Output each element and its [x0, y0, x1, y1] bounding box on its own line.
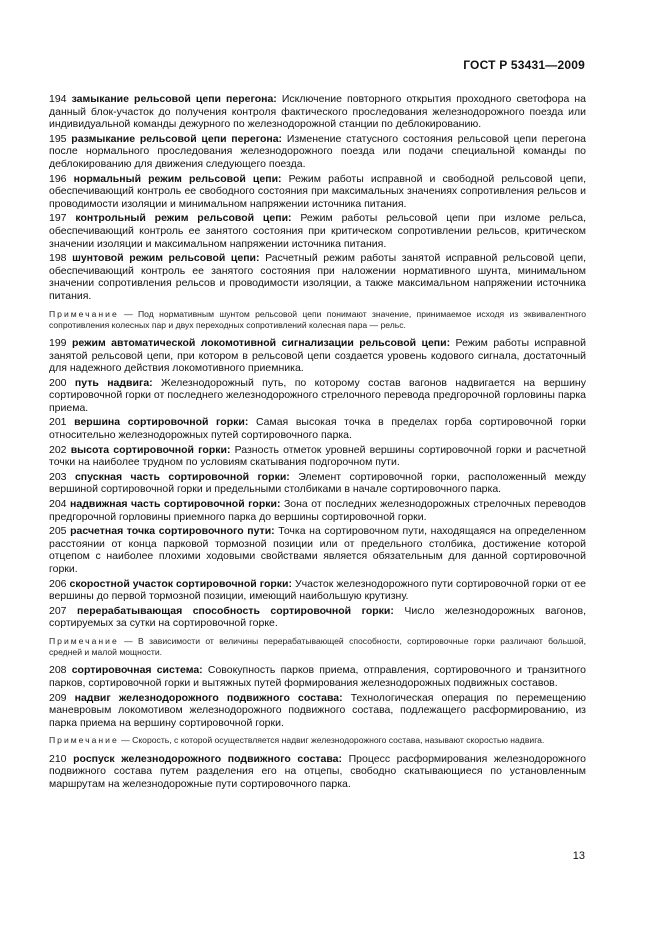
- term-entry-201: [49, 416, 586, 441]
- entry-number: 199: [49, 336, 67, 349]
- term-entry-208: [49, 664, 586, 689]
- entry-term: расчетная точка сортировочного пути:: [70, 525, 275, 538]
- note-label: Примечание: [49, 308, 119, 319]
- entry-definition: Изменение статусного состояния рельсовой цепи перегона после нормального проследования железнодорожного поезда или подачи специальной команды по деблокированию для движения следующего поезда.: [49, 132, 586, 170]
- entry-definition: Зона от последних железнодорожных стрелочных переводов предгорочной горловины приемного парка до вершины сортировочной горки.: [49, 498, 587, 523]
- entry-number: 198: [49, 252, 67, 265]
- entry-definition: Расчетный режим работы занятой исправной рельсовой цепи, обеспечивающий контроль ее занятого состояния при наложении нормативного шунта, минимальном значении сопротивления рельсов и проводимости изоляции, а также максимальном напряжении источника питания.: [49, 252, 586, 302]
- page-number: 13: [572, 850, 585, 862]
- note-text: — В зависимости от величины перерабатывающей способности, сортировочные горки различают большой, средней и малой мощности.: [49, 635, 586, 658]
- entry-term: надвижная часть сортировочной горки:: [70, 498, 281, 511]
- entry-term: спускная часть сортировочной горки:: [74, 470, 290, 483]
- entry-definition: Разность отметок уровней вершины сортировочной горки и расчетной точки на наиболее трудном по условиям скатывания подгорочном пути.: [49, 443, 586, 469]
- entry-number: 207: [49, 604, 67, 617]
- entry-definition: Процесс расформирования железнодорожного подвижного состава путем разделения его на отцепы, свободно скатывающиеся по установленным маршрутам на железнодорожные пути сортировочного парка.: [49, 752, 587, 790]
- entry-number: 194: [49, 93, 67, 105]
- document-header: ГОСТ Р 53431—2009: [463, 58, 585, 72]
- entry-definition: Совокупность парков приема, отправления, сортировочного и транзитного парков, сортировочной горки и вытяжных путей формирования железнодорожных подвижных составов.: [49, 664, 587, 689]
- entry-number: 204: [49, 498, 67, 511]
- entry-term: нормальный режим рельсовой цепи:: [73, 172, 282, 185]
- entry-definition: Режим работы исправной и свободной рельсовой цепи, обеспечивающий контроль ее свободного состояния при максимальных значениях сопротивления рельсов и проводимости изоляции и минимальном напряжении источника питания.: [49, 172, 587, 210]
- entry-term: режим автоматической локомотивной сигнализации рельсовой цепи:: [71, 336, 451, 349]
- entry-term: надвиг железнодорожного подвижного состава:: [74, 691, 343, 704]
- entry-term: шунтовой режим рельсовой цепи:: [72, 252, 260, 265]
- entry-number: 201: [49, 416, 67, 429]
- entry-term: вершина сортировочной горки:: [74, 416, 249, 429]
- entry-number: 202: [49, 443, 67, 456]
- term-entry-197: [49, 212, 586, 250]
- note-text: — Скорость, с которой осуществляется надвиг железнодорожного состава, называют скоростью надвига.: [118, 735, 545, 746]
- entry-number: 206: [49, 577, 67, 590]
- entry-number: 196: [49, 172, 67, 185]
- note-text: — Под нормативным шунтом рельсовой цепи понимают значение, принимаемое исходя из эквивалентного сопротивления колесных пар и двух переходных сопротивлений колесная пара — рельс.: [49, 308, 586, 330]
- entry-term: скоростной участок сортировочной горки:: [69, 577, 292, 590]
- term-entry-206: [49, 578, 586, 603]
- entry-definition: Самая высокая точка в пределах горба сортировочной горки относительно железнодорожных путей сортировочного парка.: [49, 416, 586, 442]
- term-entry-202: [49, 444, 586, 469]
- entry-number: 210: [49, 752, 67, 765]
- entry-definition: Число железнодорожных вагонов, сортируемых за сутки на сортировочной горке.: [49, 604, 587, 630]
- term-entry-205: [49, 525, 586, 575]
- note-capacity: [49, 636, 586, 658]
- entry-number: 197: [49, 212, 67, 225]
- term-entry-199: [49, 337, 586, 375]
- entry-number: 203: [49, 470, 67, 483]
- term-entry-203: [49, 471, 586, 496]
- entry-term: сортировочная система:: [71, 664, 203, 677]
- entry-number: 200: [49, 376, 67, 389]
- entry-term: путь надвига:: [74, 376, 153, 389]
- entry-definition: Участок железнодорожного пути сортировочной горки от ее вершины до первой тормозной позиции, имеющий наибольшую крутизну.: [49, 577, 586, 603]
- note-label: Примечание: [49, 735, 119, 746]
- note-label: Примечание: [49, 635, 119, 646]
- entry-definition: Элемент сортировочной горки, расположенный между вершиной сортировочной горки и предельными столбиками в начале сортировочного парка.: [49, 470, 587, 496]
- entry-number: 205: [49, 525, 67, 538]
- entry-number: 209: [49, 691, 67, 704]
- entry-term: роспуск железнодорожного подвижного состава:: [73, 752, 343, 765]
- page-content: [49, 93, 586, 792]
- entry-term: контрольный режим рельсовой цепи:: [75, 212, 292, 225]
- term-entry-207: [49, 605, 586, 630]
- entry-definition: Технологическая операция по перемещению маневровым локомотивом железнодорожного подвижного состава, подлежащего расформированию, из парка приема на вершину сортировочной горки.: [49, 691, 587, 729]
- term-entry-194: [49, 93, 586, 131]
- entry-definition: Режим работы рельсовой цепи при изломе рельса, обеспечивающий контроль ее занятого состояния при критическом сопротивлении рельсов, критическом значении изоляции и максимальном напряжении источника питания.: [49, 212, 587, 250]
- entry-number: 208: [49, 664, 67, 677]
- entry-term: размыкание рельсовой цепи перегона:: [71, 132, 283, 145]
- term-entry-200: [49, 377, 586, 415]
- term-entry-198: [49, 252, 586, 302]
- entry-term: высота сортировочной горки:: [70, 443, 231, 456]
- term-entry-195: [49, 133, 586, 171]
- term-entry-209: [49, 692, 586, 730]
- note-shunt: [49, 309, 586, 331]
- entry-term: замыкание рельсовой цепи перегона:: [71, 93, 277, 105]
- term-entry-204: [49, 498, 586, 523]
- entry-definition: Железнодорожный путь, по которому состав вагонов надвигается на вершину сортировочной горки от последнего железнодорожного стрелочного перевода предгорочной горловины парка приема.: [49, 376, 586, 414]
- entry-definition: Исключение повторного открытия проходного светофора на данный блок-участок до получения контроля фактического проследования железнодорожного поезда или индивидуальной команды дежурного по железнодорожной станции по деблокированию.: [49, 93, 587, 131]
- entry-definition: Режим работы исправной занятой рельсовой цепи, при котором в рельсовой цепи создается уровень кодового сигнала, достаточный для надежного действия локомотивного приемника.: [49, 336, 586, 375]
- term-entry-210: [49, 753, 586, 791]
- entry-definition: Точка на сортировочном пути, находящаяся на определенном расстоянии от конца парковой тормозной позиции или от предельного столбика, достижение которой отцепом с наиболее плохими ходовыми свойствами является обязательным для данной сортировочной горки.: [49, 525, 586, 575]
- term-entry-196: [49, 173, 586, 211]
- entry-term: перерабатывающая способность сортировочной горки:: [77, 604, 394, 617]
- note-push-speed: [49, 735, 586, 746]
- entry-number: 195: [49, 132, 67, 145]
